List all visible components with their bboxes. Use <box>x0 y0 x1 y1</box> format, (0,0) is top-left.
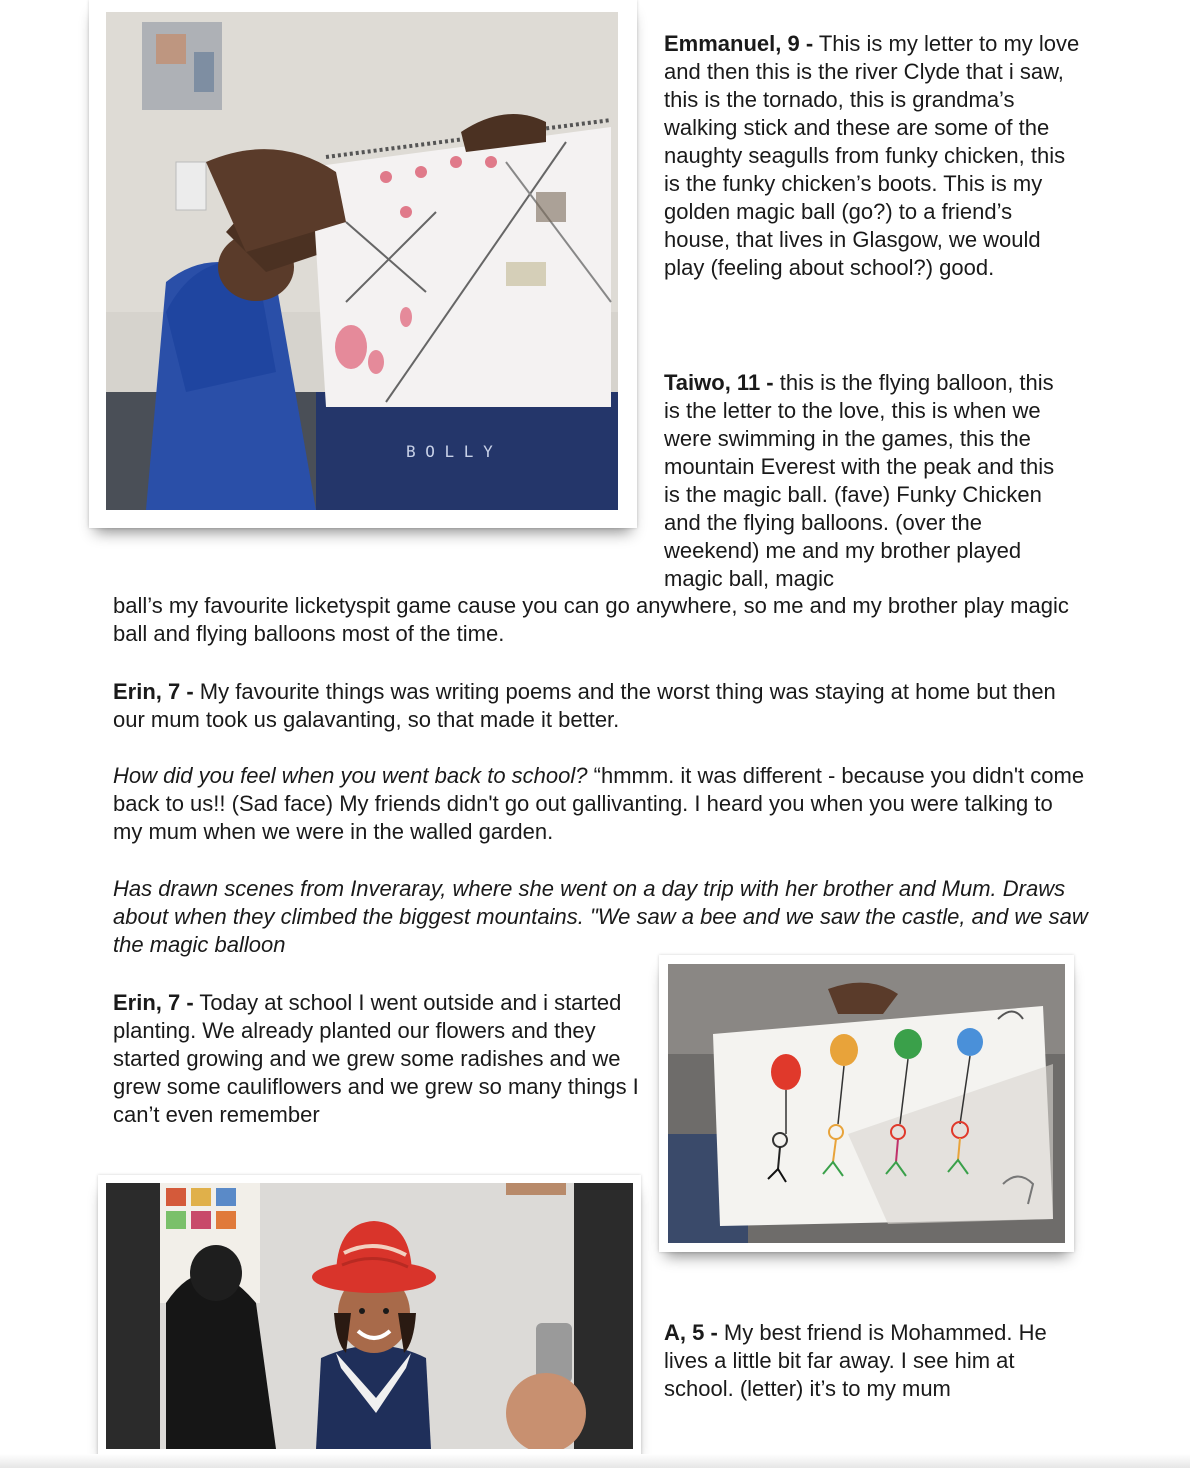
child-holding-drawing-photo <box>106 12 618 510</box>
girl-in-red-hat-photo <box>106 1183 633 1449</box>
entry-emmanuel-text: This is my letter to my love and then this is the river Clyde that i saw, this is the tornado, this is grandma’s walking stick and these are some of the naughty seagulls from funky chicken, this is the funky chicken’s boots. This is my golden magic ball (go?) to a friend’s house, that lives in Glasgow, we would play (feeling about school?) good. <box>664 31 1080 280</box>
photo-frame-drawing-2 <box>659 955 1074 1252</box>
entry-erin-1-text: My favourite things was writing poems and the worst thing was staying at home but then our mum took us galavanting, so that made it better. <box>113 679 1056 732</box>
entry-erin-question-text: How did you feel when you went back to school? <box>113 763 588 788</box>
entry-erin-question <box>113 762 1088 846</box>
entry-erin-answer-text: “hmmm. it was different - because you didn't come back to us!! (Sad face) My friends didn't go out gallivanting. I heard you when you were talking to my mum when we were in the walled garden. <box>113 763 1085 844</box>
photo-frame-girl <box>98 1175 641 1457</box>
entry-a5-text: My best friend is Mohammed. He lives a little bit far away. I see him at school. (letter) it’s to my mum <box>664 1320 1047 1401</box>
entry-erin-2-text: Today at school I went outside and i started planting. We already planted our flowers and they started growing and we grew some radishes and we grew some cauliflowers and we grew so many things I can’t even remember <box>113 990 639 1127</box>
entry-taiwo-text-part1: this is the flying balloon, this is the letter to the love, this is when we were swimming in the games, this the mountain Everest with the peak and this is the magic ball. (fave) Funky Chicken and the flying balloons. (over the weekend) me and my brother played magic ball, magic <box>664 370 1055 591</box>
entry-erin-note-text: Has drawn scenes from Inveraray, where she went on a day trip with her brother and Mum. Draws about when they climbed the biggest mountains. "We saw a bee and we saw the castle, and we saw the magic balloon <box>113 876 1088 957</box>
entry-emmanuel-name: Emmanuel, 9 - <box>664 31 814 56</box>
entry-taiwo-continued <box>113 592 1073 648</box>
entry-taiwo-name: Taiwo, 11 - <box>664 370 774 395</box>
entry-a5-name: A, 5 - <box>664 1320 718 1345</box>
entry-taiwo <box>664 369 1064 593</box>
entry-erin-1 <box>113 678 1083 734</box>
photo-frame-drawing-1 <box>89 0 637 528</box>
entry-erin-note <box>113 875 1088 959</box>
entry-a5 <box>664 1319 1074 1403</box>
entry-erin-1-name: Erin, 7 - <box>113 679 194 704</box>
entry-erin-2 <box>113 989 643 1129</box>
page-bottom-edge <box>0 1454 1190 1468</box>
entry-taiwo-text-part2: ball’s my favourite licketyspit game cause you can go anywhere, so me and my brother play magic ball and flying balloons most of the time. <box>113 593 1069 646</box>
svg-text:B O L L Y: B O L L Y <box>406 442 493 461</box>
entry-emmanuel <box>664 30 1084 282</box>
entry-erin-2-name: Erin, 7 - <box>113 990 194 1015</box>
balloon-drawing-photo <box>668 964 1065 1243</box>
